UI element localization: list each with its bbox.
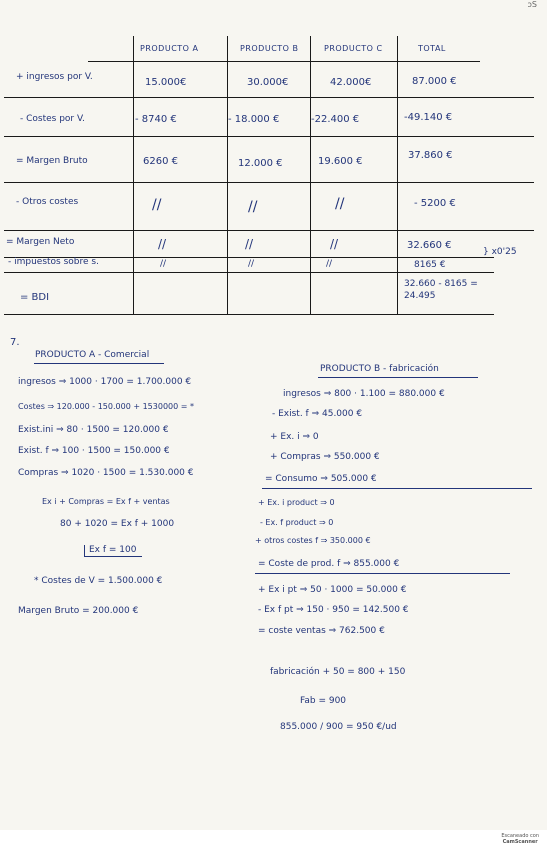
- product-b-line: = Coste de prod. f ⇒ 855.000 €: [258, 559, 400, 569]
- row-label-ingresos: + ingresos por V.: [16, 72, 93, 82]
- row-label-otros-costes: - Otros costes: [16, 197, 79, 207]
- product-b-line: + Ex. i product ⇒ 0: [258, 498, 335, 507]
- product-b-line: - Ex f pt ⇒ 150 · 950 = 142.500 €: [258, 605, 409, 615]
- table-cell: 32.660 €: [407, 240, 452, 251]
- table-cell: 15.000€: [145, 77, 187, 88]
- product-a-line: Compras ⇒ 1020 · 1500 = 1.530.000 €: [18, 468, 194, 478]
- table-cell: -22.400 €: [311, 114, 360, 125]
- product-a-line: ingresos ⇒ 1000 · 1700 = 1.700.000 €: [18, 377, 192, 387]
- product-a-line: Ex i + Compras = Ex f + ventas: [42, 497, 170, 506]
- corner-mark: ɔS: [527, 0, 537, 9]
- product-a-title: PRODUCTO A - Comercial: [35, 350, 150, 360]
- product-b-line: = coste ventas ⇒ 762.500 €: [258, 626, 385, 636]
- problem-number: 7.: [10, 337, 20, 348]
- product-a-line: Ex f = 100: [84, 545, 142, 557]
- table-cell: -49.140 €: [404, 112, 453, 123]
- table-cell: - 5200 €: [414, 198, 456, 209]
- header-total: TOTAL: [418, 44, 446, 53]
- table-cell: //: [152, 197, 162, 213]
- product-a-line: 80 + 1020 = Ex f + 1000: [60, 519, 175, 529]
- row-label-margen-neto: = Margen Neto: [6, 237, 75, 247]
- table-cell: 32.660 - 8165 = 24.495: [404, 279, 478, 301]
- product-b-title: PRODUCTO B - fabricación: [320, 364, 439, 374]
- table-cell: //: [326, 259, 333, 269]
- table-cell: 42.000€: [330, 77, 372, 88]
- product-a-line: Exist.ini ⇒ 80 · 1500 = 120.000 €: [18, 425, 169, 435]
- row-label-costes: - Costes por V.: [20, 114, 85, 124]
- product-a-line: * Costes de V = 1.500.000 €: [34, 576, 163, 586]
- product-b-line: - Ex. f product ⇒ 0: [260, 518, 334, 527]
- product-b-line: ingresos ⇒ 800 · 1.100 = 880.000 €: [283, 389, 445, 399]
- table-cell: 6260 €: [143, 156, 178, 167]
- table-cell: //: [248, 199, 258, 215]
- table-cell: 12.000 €: [238, 158, 283, 169]
- header-product-c: PRODUCTO C: [324, 44, 383, 53]
- table-cell: 87.000 €: [412, 76, 457, 87]
- table-cell: - 8740 €: [135, 114, 177, 125]
- table-cell: //: [335, 196, 345, 212]
- scanner-badge: [501, 833, 539, 845]
- badge-caption: Escaneado con: [501, 833, 539, 839]
- table-cell: //: [245, 237, 254, 251]
- row-label-margen-bruto: = Margen Bruto: [16, 156, 88, 166]
- product-b-line: + Ex. i ⇒ 0: [270, 432, 319, 442]
- table-cell: 37.860 €: [408, 150, 453, 161]
- table-cell: 8165 €: [414, 260, 446, 270]
- product-a-line: Exist. f ⇒ 100 · 1500 = 150.000 €: [18, 446, 170, 456]
- product-a-line: Margen Bruto = 200.000 €: [18, 606, 139, 616]
- header-product-a: PRODUCTO A: [140, 44, 199, 53]
- product-a-line: Costes ⇒ 120.000 - 150.000 + 1530000 = *: [18, 402, 195, 411]
- table-cell: //: [160, 259, 167, 269]
- scan-footer: [0, 830, 547, 848]
- product-b-line: = Consumo ⇒ 505.000 €: [265, 474, 377, 484]
- table-cell: 30.000€: [247, 77, 289, 88]
- table-cell: //: [248, 259, 255, 269]
- table-cell: //: [330, 237, 339, 251]
- side-note: } x0'25: [483, 247, 517, 257]
- row-label-impuestos: - impuestos sobre s.: [8, 257, 99, 267]
- row-label-bdi: = BDI: [20, 292, 50, 303]
- product-b-line: fabricación + 50 = 800 + 150: [270, 667, 406, 677]
- product-b-line: Fab = 900: [300, 696, 347, 706]
- table-cell: 19.600 €: [318, 156, 363, 167]
- product-b-line: 855.000 / 900 = 950 €/ud: [280, 722, 397, 732]
- table-cell: //: [158, 237, 167, 251]
- header-product-b: PRODUCTO B: [240, 44, 299, 53]
- table-cell: - 18.000 €: [228, 114, 280, 125]
- badge-brand: CamScanner: [502, 839, 538, 845]
- product-b-line: + Ex i pt ⇒ 50 · 1000 = 50.000 €: [258, 585, 407, 595]
- product-b-line: - Exist. f ⇒ 45.000 €: [272, 409, 363, 419]
- product-b-line: + Compras ⇒ 550.000 €: [270, 452, 380, 462]
- product-b-line: + otros costes f ⇒ 350.000 €: [255, 536, 371, 545]
